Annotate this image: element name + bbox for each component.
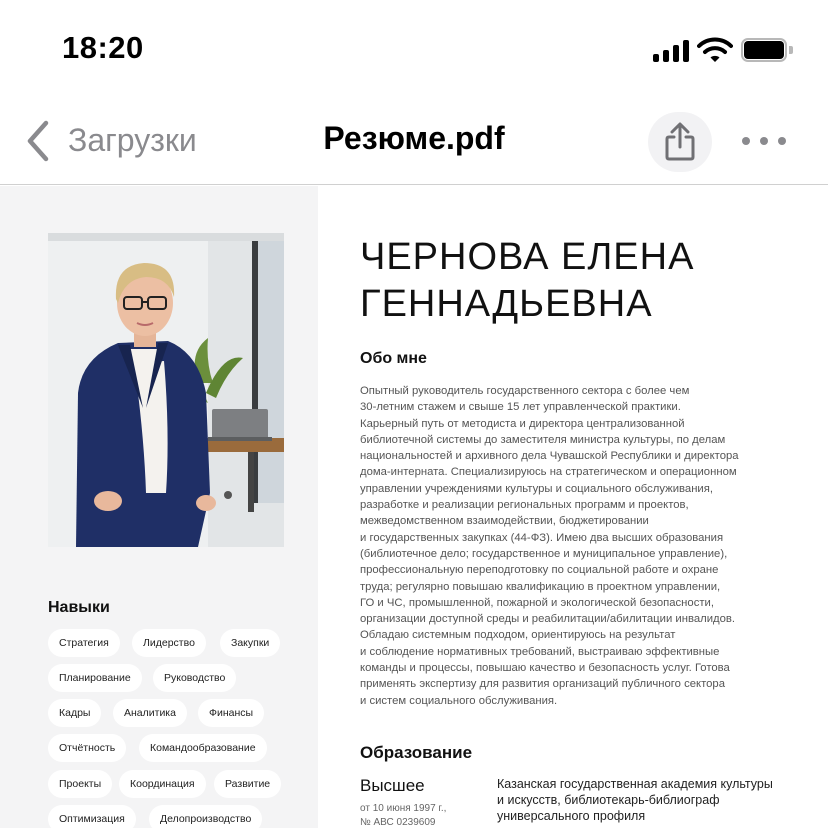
about-line: применять экспертизу для развития организаций публичного сектора	[360, 678, 725, 691]
about-line: Обладаю системным подходом, ориентируюсь на результат	[360, 629, 676, 642]
skill-chip: Делопроизводство	[149, 805, 262, 828]
cellular-signal-icon	[653, 40, 689, 62]
skill-chip: Проекты	[48, 770, 112, 798]
back-label: Загрузки	[68, 122, 197, 158]
skill-chip: Командообразование	[139, 734, 267, 762]
skills-heading: Навыки	[48, 599, 110, 616]
institution-line: Казанская государственная академия культуры	[497, 777, 773, 791]
about-line: (библиотечное дело; государственное и муниципальное управление),	[360, 547, 728, 560]
skill-chip: Отчётность	[48, 734, 126, 762]
navigation-bar	[0, 100, 828, 185]
ellipsis-icon	[742, 137, 750, 145]
about-line: управлении учреждениями культуры и социального обслуживания,	[360, 482, 713, 495]
resume-sidebar	[0, 186, 318, 828]
share-icon	[664, 122, 696, 162]
about-line: разработке и реализации региональных программ и проектов,	[360, 499, 689, 512]
institution-line: универсального профиля	[497, 809, 646, 823]
about-line: труда; регулярно повышаю квалификацию в проектном управлении,	[360, 580, 721, 593]
skill-chip: Стратегия	[48, 629, 120, 657]
education-institution	[497, 776, 787, 824]
about-line: дома-интерната. Специализируюсь на стратегическом и операционном	[360, 466, 737, 479]
about-line: Опытный руководитель государственного сектора с более чем	[360, 385, 690, 397]
candidate-name	[360, 234, 694, 328]
document-title-text: Резюме.pdf	[323, 120, 505, 156]
institution-line: и искусств, библиотекарь-библиограф	[497, 793, 720, 807]
about-line: национальностей и архивного дела Чувашской Республики и директора	[360, 450, 739, 463]
about-line: межведомственном взаимодействии, бюджетировании	[360, 515, 649, 528]
about-line: команды и процессы, повышаю качество и безопасность услуг. Готова	[360, 662, 730, 675]
about-line: организации доступной среды и реабилитации/абилитации инвалидов.	[360, 613, 736, 626]
about-line: Карьерный путь от методиста и директора централизованной	[360, 417, 685, 430]
name-line: ЧЕРНОВА ЕЛЕНА	[360, 236, 695, 278]
diploma-number: № АВС 0239609	[360, 817, 436, 828]
skill-chip: Кадры	[48, 699, 101, 727]
profile-photo	[48, 233, 284, 547]
skill-chip: Планирование	[48, 664, 142, 692]
skill-chip: Финансы	[198, 699, 264, 727]
skill-chip: Руководство	[153, 664, 236, 692]
about-heading: Обо мне	[360, 350, 427, 367]
status-time: 18:20	[62, 30, 144, 65]
pdf-page[interactable]	[0, 186, 828, 828]
skill-chip: Лидерство	[132, 629, 206, 657]
about-paragraph	[360, 383, 785, 709]
education-heading: Образование	[360, 743, 473, 762]
share-button[interactable]	[648, 112, 712, 172]
education-date: от 10 июня 1997 г.,	[360, 803, 447, 814]
skill-chip: Оптимизация	[48, 805, 136, 828]
wifi-icon	[697, 36, 733, 64]
about-line: библиотечной системы до заместителя министра культуры, по делам	[360, 433, 726, 446]
skill-chip: Закупки	[220, 629, 280, 657]
more-options-button[interactable]	[742, 124, 786, 158]
about-line: и соблюдение нормативных требований, выстраиваю эффективные	[360, 645, 720, 658]
status-bar	[0, 0, 828, 100]
education-level: Высшее	[360, 776, 425, 795]
about-line: и систем социального обслуживания.	[360, 694, 558, 707]
about-line: и государственных закупках (44-ФЗ). Имею два высших образования	[360, 531, 724, 544]
skill-chip: Координация	[119, 770, 206, 798]
name-line: ГЕННАДЬЕВНА	[360, 283, 653, 325]
skill-chip: Аналитика	[113, 699, 187, 727]
about-line: 30-летним стажем и свыше 15 лет управленческой практики.	[360, 401, 681, 414]
skill-chip: Развитие	[214, 770, 281, 798]
about-line: профессиональную переподготовку по социальной работе и охране	[360, 564, 719, 577]
battery-icon	[741, 38, 793, 62]
about-line: ГО и ЧС, промышленной, пожарной и экологической безопасности,	[360, 596, 714, 609]
